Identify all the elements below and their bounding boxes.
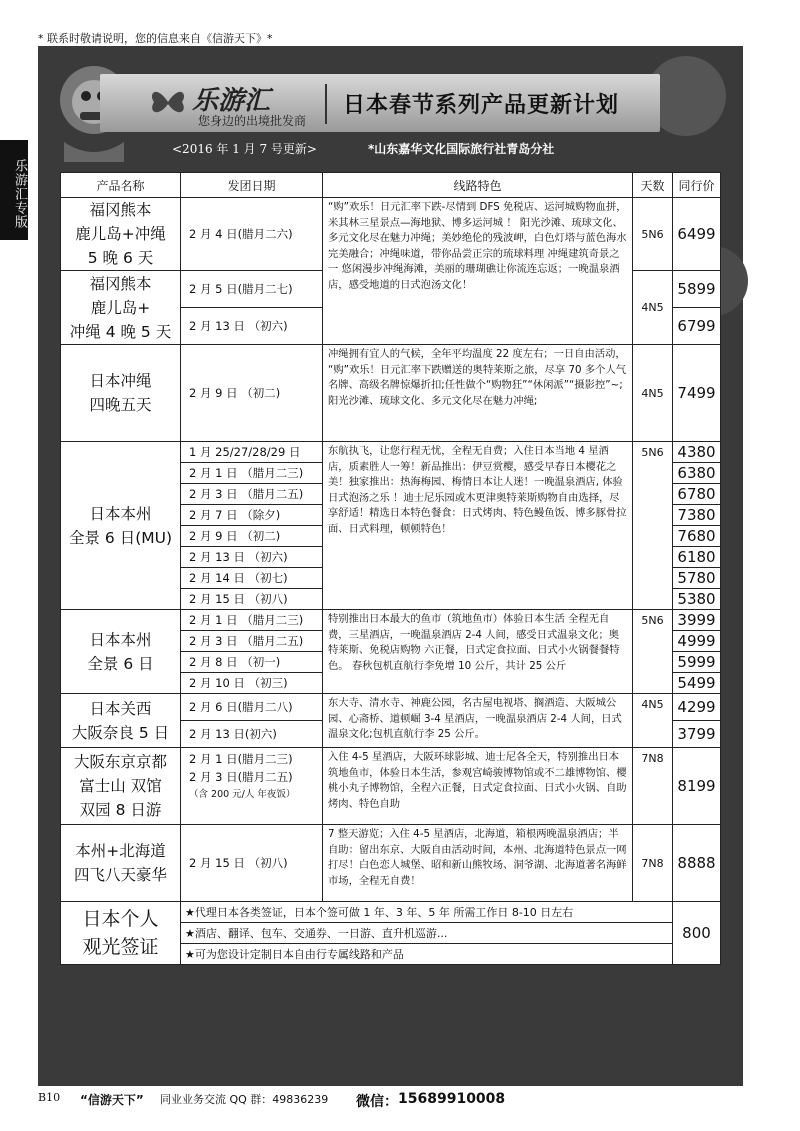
col-date: 发团日期 [181, 173, 323, 198]
col-feature: 线路特色 [323, 173, 633, 198]
contact-note: * 联系时敬请说明，您的信息来自《信游天下》* [38, 32, 273, 45]
table-row: 日本本州 全景 6 日 2 月 1 日 （腊月二三) 特别推出日本最大的鱼市（筑地鱼市）体验日本生活 全程无自费，三星酒店，一晚温泉酒店 2-4 人间，感受日式温泉文化；奥特莱斯、免税店购物 六正餐，日式定食拉面、日式小火锅餐餐特色。 春秋包机直航行李免增 10 公斤，共计 25 公斤 5N6 3999 [61, 610, 721, 631]
table-row: 日本冲绳 四晚五天 2 月 9 日 （初二) 冲绳拥有宜人的气候，全年平均温度 22 度左右；一日自由活动， “购”欢乐！日元汇率下跌赠送的奥特莱斯之旅，尽享 70 多个人气名牌、高级名牌惊爆折扣;任性做个“购物狂”“休闲派”“摄影控”~;阳光沙滩、琉球文化、多元文化尽在魅力冲绳; 4N5 7499 [61, 345, 721, 442]
butterfly-logo-icon [148, 84, 188, 120]
table-row: 2 月 13 日 （初六) 6799 [61, 308, 721, 345]
feature-text: 入住 4-5 星酒店，大阪环球影城、迪士尼各全天，特别推出日本筑地鱼市，体验日本生活，参观宫崎骏博物馆或不二雄博物馆、樱桃小丸子博物馆，全程六正餐，日式定食拉面、日式小火锅、自助烤肉、特色自助 [323, 748, 633, 825]
footer-wechat-label: 微信： [356, 1094, 398, 1110]
feature-text: “购”欢乐！日元汇率下跌-尽情到 DFS 免税店、运河城购物血拼，米其林三星景点—海地狱、博多运河城 ！ 阳光沙滩、琉球文化、多元文化尽在魅力冲绳；美妙绝伦的残波岬，白色灯塔与蓝色海水完美融合；冲绳味道，带你品尝正宗的琉球料理 冲绳建筑奇景之一 悠闲漫步冲绳海滩，美丽的珊瑚礁让你流连忘返；一晚温泉酒店，感受地道的日式泡汤文化！ [323, 198, 633, 345]
feature-text: 东大寺、清水寺、神鹿公园，名古屋电视塔、搁酒造、大阪城公园、心斋桥、道顿崛 3-4 星酒店，一晚温泉酒店 2-4 人间，日式温泉文化;包机直航行李 25 公斤。 [323, 694, 633, 748]
footer-qq: 同业业务交流 QQ 群：49836239 [160, 1093, 329, 1106]
table-row: 大阪东京京都 富士山 双馆 双园 8 日游 2 月 1 日(腊月二三) 2 月 3 日(腊月二五) （含 200 元/人 年夜饭） 入住 4-5 星酒店，大阪环球影城、迪士尼各全天，特别推出日本筑地鱼市，体验日本生活，参观宫崎骏博物馆或不二雄博物馆、樱桃小丸子博物馆，全程六正餐，日式定食拉面、日式小火锅、自助烤肉、特色自助 7N8 8199 [61, 748, 721, 825]
brand-slogan: 您身边的出境批发商 [198, 114, 307, 128]
footer [38, 1091, 758, 1111]
title-divider [325, 84, 327, 124]
table-row: 福冈熊本 鹿儿岛+ 冲绳 4 晚 5 天 2 月 5 日(腊月二七) 4N5 5899 [61, 271, 721, 308]
feature-text: 7 整天游览；入住 4-5 星酒店，北海道，箱根两晚温泉酒店；半自助：留出东京、大阪自由活动时间，本州、北海道特色景点一网打尽！白色恋人城堡、昭和新山熊牧场、洞爷湖、北海道著名海鲜市场，全程无自费！ [323, 825, 633, 902]
table-row: 日本关西 大阪奈良 5 日 2 月 6 日(腊月二八) 东大寺、清水寺、神鹿公园，名古屋电视塔、搁酒造、大阪城公园、心斋桥、道顿崛 3-4 星酒店，一晚温泉酒店 2-4 人间，日式温泉文化;包机直航行李 25 公斤。 4N5 4299 [61, 694, 721, 721]
update-date: <2016 年 1 月 7 号更新> [172, 142, 317, 156]
page-title: 日本春节系列产品更新计划 [343, 93, 620, 118]
footer-brand: “信游天下” [80, 1093, 144, 1107]
agency-name: *山东嘉华文化国际旅行社青岛分社 [368, 142, 555, 156]
footer-wechat: 15689910008 [398, 1091, 506, 1107]
table-row: 日本本州 全景 6 日(MU) 1 月 25/27/28/29 日 东航执飞，让您行程无忧，全程无自费；入住日本当地 4 星酒店，质素胜人一筹！新品推出：伊豆赏樱，感受早春日本樱花之美！独家推出：热海梅园、梅情日本让人迷！一晚温泉酒店, 体验日式泡汤之乐 ！迪士尼乐园或木更津奥特莱斯购物自由选择，尽享舒适！精选日本特色餐食：日式烤肉、特色鳗鱼饭、博多豚骨拉面、日式料理，顿顿特色！ 5N6 4380 [61, 442, 721, 463]
table-row: 本州+北海道 四飞八天豪华 2 月 15 日 （初八) 7 整天游览；入住 4-5 星酒店，北海道，箱根两晚温泉酒店；半自助：留出东京、大阪自由活动时间，本州、北海道特色景点一网打尽！白色恋人城堡、昭和新山熊牧场、洞爷湖、北海道著名海鲜市场，全程无自费！ 7N8 8888 [61, 825, 721, 902]
product-table: 产品名称 发团日期 线路特色 天数 同行价 福冈熊本 鹿儿岛+冲绳 5 晚 6 天 2 月 4 日(腊月二六) “购”欢乐！日元汇率下跌-尽情到 DFS 免税店、运河城购物血拼，米其林三星景点—海地狱、博多运河城 ！ 阳光沙滩、琉球文化、多元文化尽在魅力冲绳；美妙绝伦的残波岬，白色灯塔与蓝色海水完美融合；冲绳味道，带你品尝正宗的琉球料理 冲绳建筑奇景之一 悠闲漫步冲绳海滩，美丽的珊瑚礁让你流连忘返；一晚温泉酒店，感受地道的日式泡汤文化！ 5N6 6499 福冈熊本 鹿儿岛+ 冲绳 4 晚 5 天 2 月 5 日(腊月二七) 4N5 5899 2 月 13 日 （初六) 6799 日本冲绳 四晚五天 2 月 9 日 （初二) 冲绳拥有宜人的气候，全年平均温度 22 度左右；一日自由活动， “购”欢乐！日元汇率下跌赠送的奥特莱斯之旅，尽享 70 多个人气名牌、高级名牌惊爆折扣;任性做个“购物狂”“休闲派”“摄影控”~;阳光沙滩、琉球文化、多元文化尽在魅力冲绳; 4N5 7499 日本本州 全景 6 日(MU) 1 月 25/27/28/29 日 东航执飞，让您行程无忧，全程无自费；入住日本当地 4 星酒店，质素胜人一筹！新品推出：伊豆赏樱，感受早春日本樱花之美！独家推出：热海梅园、梅情日本让人迷！一晚温泉酒店, 体验日式泡汤之乐 ！迪士尼乐园或木更津奥特莱斯购物自由选择，尽享舒适！精选日本特色餐食：日式烤肉、特色鳗鱼饭、博多豚骨拉面、日式料理，顿顿特色！ 5N6 4380 2 月 1 日 （腊月二三) 6380 2 月 3 日 （腊月二五) 6780 2 月 7 日 （除夕) 7380 2 月 9 日 （初二) 7680 2 月 13 日 （初六) 6180 2 月 14 日 （初七) 5780 2 月 15 日 （初八) 5380 日本本州 全景 6 日 2 月 1 日 （腊月二三) 特别推出日本最大的鱼市（筑地鱼市）体验日本生活 全程无自费，三星酒店，一晚温泉酒店 2-4 人间，感受日式温泉文化；奥特莱斯、免税店购物 六正餐，日式定食拉面、日式小火锅餐餐特色。 春秋包机直航行李免增 10 公斤，共计 25 公斤 5N6 3999 2 月 3 日 （腊月二五) 4999 2 月 8 日 （初一) 5999 2 月 10 日 （初三) 5499 日本关西 大阪奈良 5 日 2 月 6 日(腊月二八) 东大寺、清水寺、神鹿公园，名古屋电视塔、搁酒造、大阪城公园、心斋桥、道顿崛 3-4 星酒店，一晚温泉酒店 2-4 人间，日式温泉文化;包机直航行李 25 公斤。 4N5 4299 2 月 13 日(初六) 3799 大阪东京京都 富士山 双馆 双园 8 日游 2 月 1 日(腊月二三) 2 月 3 日(腊月二五) （含 200 元/人 年夜饭） 入住 4-5 星酒店，大阪环球影城、迪士尼各全天，特别推出日本筑地鱼市，体验日本生活，参观宫崎骏博物馆或不二雄博物馆、樱桃小丸子博物馆，全程六正餐，日式定食拉面、日式小火锅、自助烤肉、特色自助 7N8 8199 本州+北海道 四飞八天豪华 2 月 15 日 （初八) 7 整天游览；入住 4-5 星酒店，北海道，箱根两晚温泉酒店；半自助：留出东京、大阪自由活动时间，本州、北海道特色景点一网打尽！白色恋人城堡、昭和新山熊牧场、洞爷湖、北海道著名海鲜市场，全程无自费！ 7N8 8888 日本个人 观光签证 ★代理日本各类签证，日本个签可做 1 年、3 年、5 年 所需工作日 8-10 日左右 800 ★酒店、翻译、包车、交通券、一日游、直升机巡游... ★可为您设计定制日本自由行专属线路和产品 [60, 172, 721, 965]
feature-text: 东航执飞，让您行程无忧，全程无自费；入住日本当地 4 星酒店，质素胜人一筹！新品推出：伊豆赏樱，感受早春日本樱花之美！独家推出：热海梅园、梅情日本让人迷！一晚温泉酒店, 体验日式泡汤之乐 ！迪士尼乐园或木更津奥特莱斯购物自由选择，尽享舒适！精选日本特色餐食：日式烤肉、特色鳗鱼饭、博多豚骨拉面、日式料理，顿顿特色！ [323, 442, 633, 610]
page-number: B10 [38, 1091, 61, 1104]
side-tab: 乐游汇专版 [0, 140, 28, 240]
col-name: 产品名称 [61, 173, 181, 198]
table-row: 日本个人 观光签证 ★代理日本各类签证，日本个签可做 1 年、3 年、5 年 所需工作日 8-10 日左右 800 [61, 902, 721, 923]
brand-name: 乐游汇 [192, 86, 271, 116]
feature-text: 冲绳拥有宜人的气候，全年平均温度 22 度左右；一日自由活动， “购”欢乐！日元汇率下跌赠送的奥特莱斯之旅，尽享 70 多个人气名牌、高级名牌惊爆折扣;任性做个“购物狂”“休闲派”“摄影控”~;阳光沙滩、琉球文化、多元文化尽在魅力冲绳; [323, 345, 633, 442]
col-price: 同行价 [673, 173, 721, 198]
table-header [61, 173, 721, 198]
col-days: 天数 [633, 173, 673, 198]
feature-text: 特别推出日本最大的鱼市（筑地鱼市）体验日本生活 全程无自费，三星酒店，一晚温泉酒店 2-4 人间，感受日式温泉文化；奥特莱斯、免税店购物 六正餐，日式定食拉面、日式小火锅餐餐特色。 春秋包机直航行李免增 10 公斤，共计 25 公斤 [323, 610, 633, 694]
table-row: 福冈熊本 鹿儿岛+冲绳 5 晚 6 天 2 月 4 日(腊月二六) “购”欢乐！日元汇率下跌-尽情到 DFS 免税店、运河城购物血拼，米其林三星景点—海地狱、博多运河城 ！ 阳光沙滩、琉球文化、多元文化尽在魅力冲绳；美妙绝伦的残波岬，白色灯塔与蓝色海水完美融合；冲绳味道，带你品尝正宗的琉球料理 冲绳建筑奇景之一 悠闲漫步冲绳海滩，美丽的珊瑚礁让你流连忘返；一晚温泉酒店，感受地道的日式泡汤文化！ 5N6 6499 [61, 198, 721, 271]
